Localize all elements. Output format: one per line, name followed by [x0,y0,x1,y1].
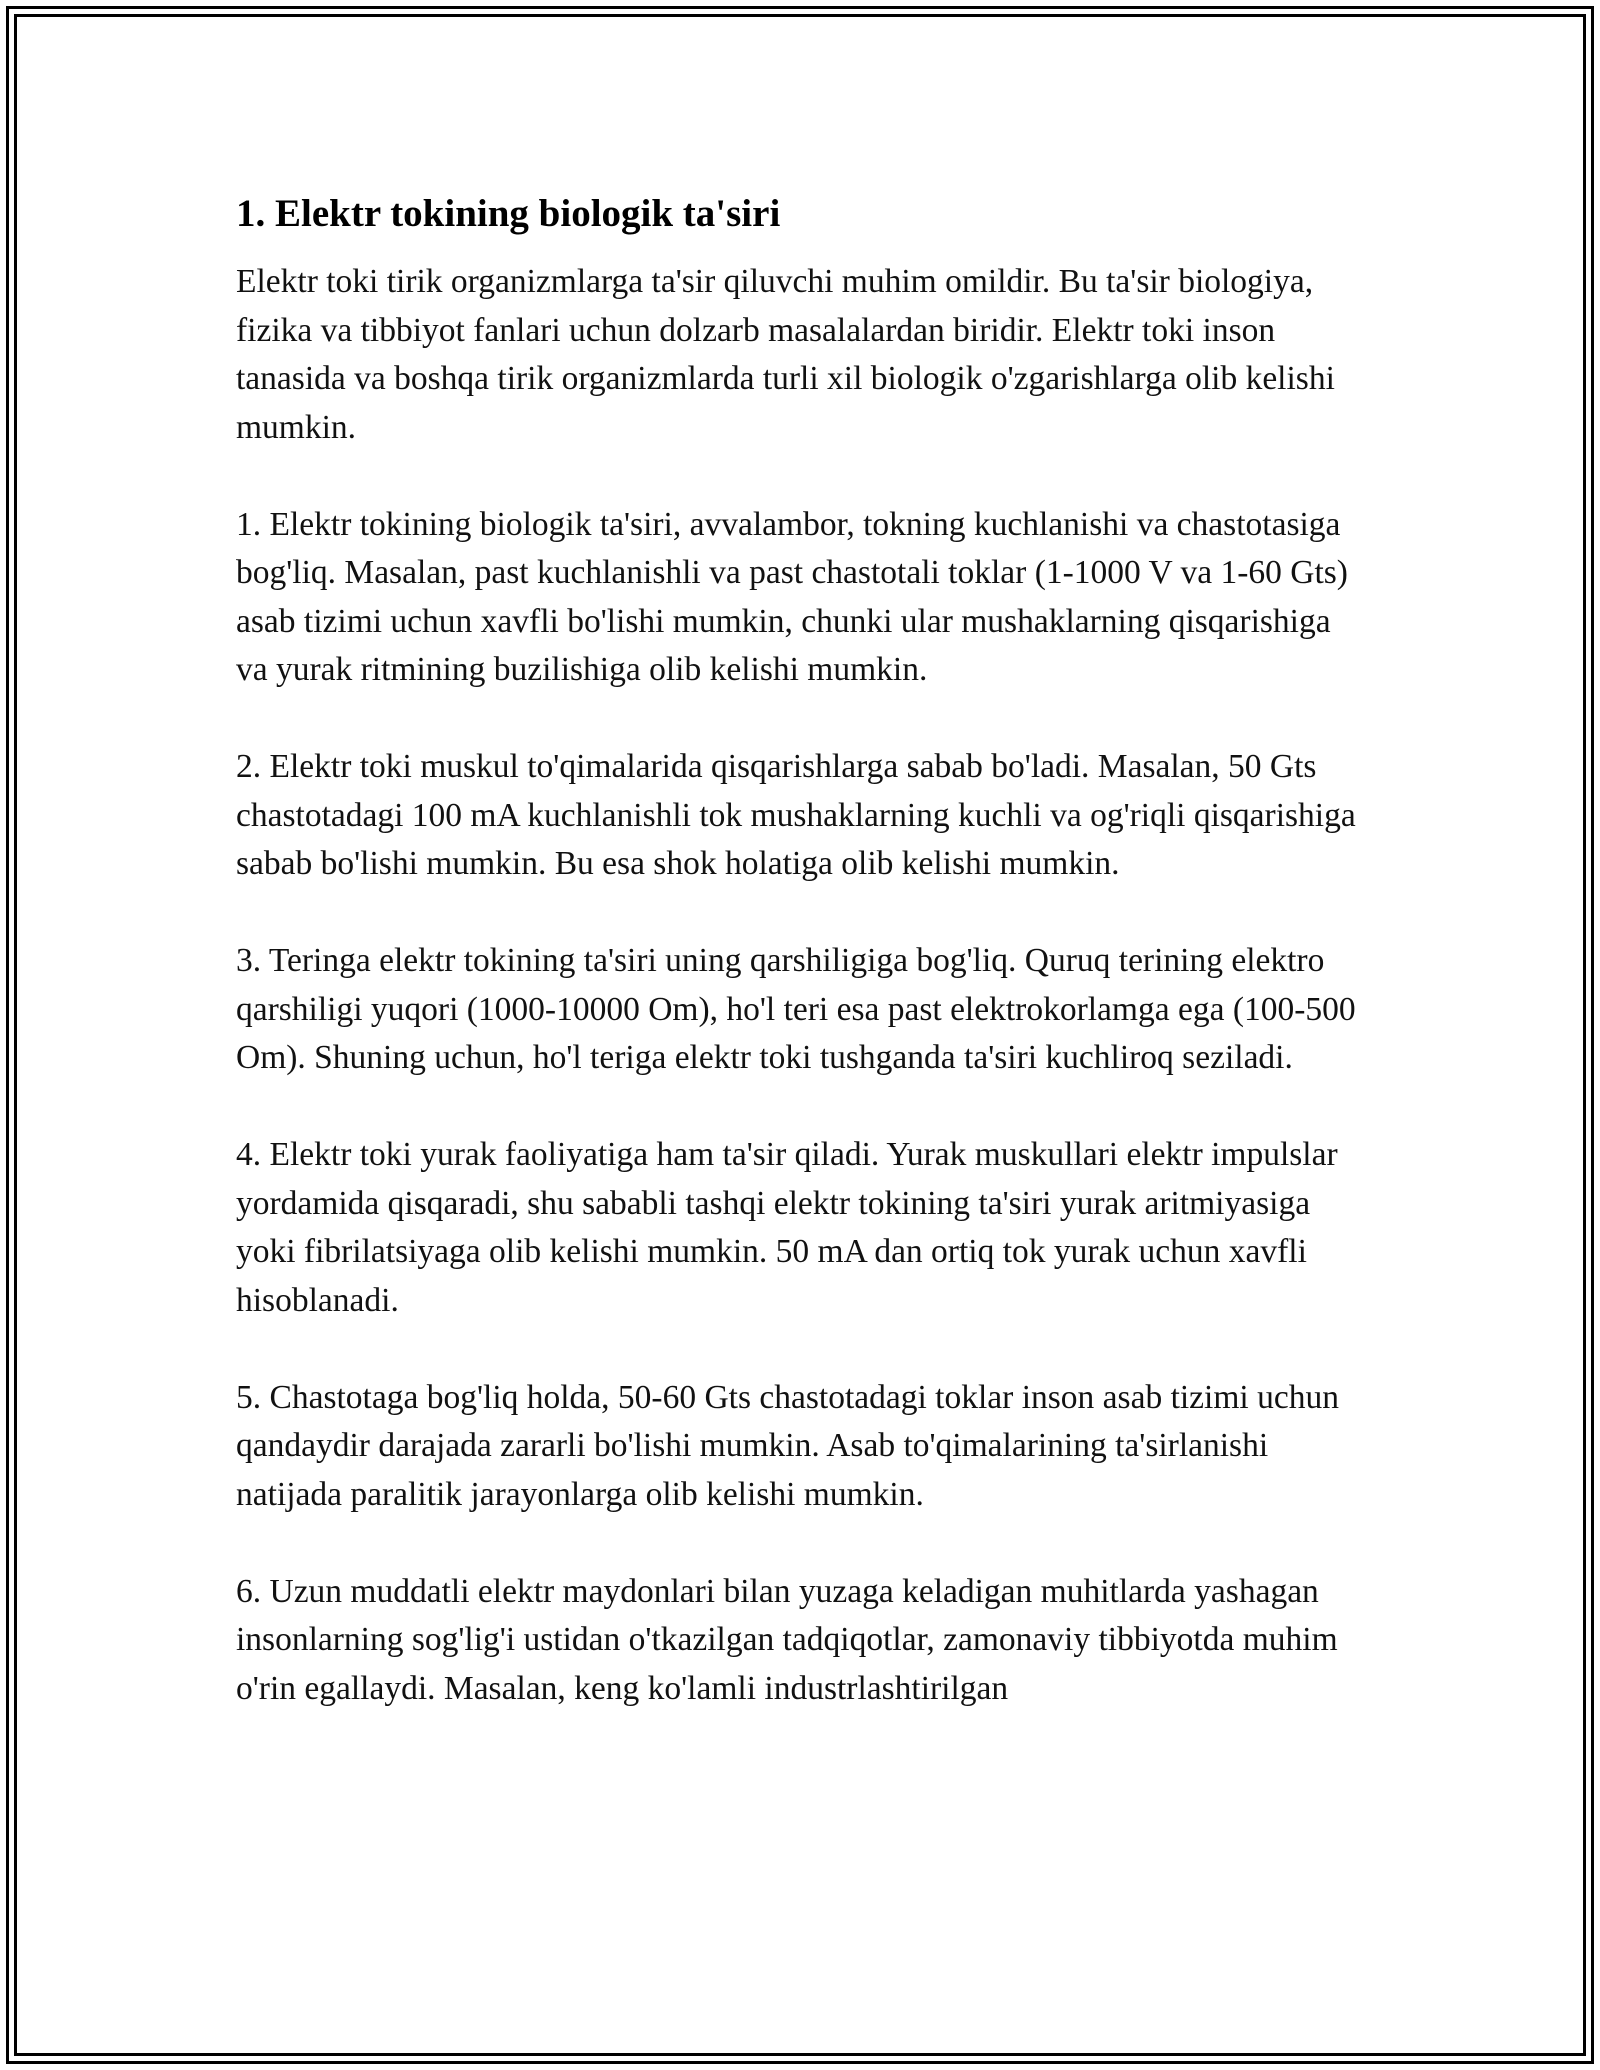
section-heading: 1. Elektr tokining biologik ta'siri [236,192,781,235]
paragraph-point-1: 1. Elektr tokining biologik ta'siri, avvalambor, tokning kuchlanishi va chastotasiga bog'liq. Masalan, past kuchlanishli va past chastotali toklar (1-1000 V va 1-60 Gts) asab tizimi uchun xavfli bo'lishi mumkin, chunki ular mushaklarning qisqarishiga va yurak ritmining buzilishiga olib kelishi mumkin. [236,505,1348,688]
paragraph-point-2: 2. Elektr toki muskul to'qimalarida qisqarishlarga sabab bo'ladi. Masalan, 50 Gts chastotadagi 100 mA kuchlanishli tok mushaklarning kuchli va og'riqli qisqarishiga sabab bo'lishi mumkin. Bu esa shok holatiga olib kelishi mumkin. [236,748,1356,882]
paragraph-point-5: 5. Chastotaga bog'liq holda, 50-60 Gts chastotadagi toklar inson asab tizimi uchun qandaydir darajada zararli bo'lishi mumkin. Asab to'qimalarining ta'sirlanishi natijada paralitik jarayonlarga olib kelishi mumkin. [236,1378,1339,1513]
paragraph-point-3: 3. Teringa elektr tokining ta'siri uning qarshiligiga bog'liq. Quruq terining elektro qarshiligi yuqori (1000-10000 Om), ho'l teri esa past elektrokorlamga ega (100-500 Om). Shuning uchun, ho'l teriga elektr toki tushganda ta'siri kuchliroq seziladi. [236,942,1356,1076]
paragraph-point-4: 4. Elektr toki yurak faoliyatiga ham ta'sir qiladi. Yurak muskullari elektr impulslar yordamida qisqaradi, shu sababli tashqi elektr tokining ta'siri yurak aritmiyasiga yoki fibrilatsiyaga olib kelishi mumkin. 50 mA dan ortiq tok yurak uchun xavfli hisoblanadi. [236,1136,1338,1319]
paragraph-point-6: 6. Uzun muddatli elektr maydonlari bilan yuzaga keladigan muhitlarda yashagan insonlarning sog'lig'i ustidan o'tkazilgan tadqiqotlar, zamonaviy tibbiyotda muhim o'rin egallaydi. Masalan, keng ko'lamli industrlashtirilgan [236,1572,1338,1707]
document-body [236,188,1366,1713]
intro-paragraph: Elektr toki tirik organizmlarga ta'sir qiluvchi muhim omildir. Bu ta'sir biologiya, fizika va tibbiyot fanlari uchun dolzarb masalalardan biridir. Elektr toki inson tanasida va boshqa tirik organizmlarda turli xil biologik o'zgarishlarga olib kelishi mumkin. [236,263,1335,446]
